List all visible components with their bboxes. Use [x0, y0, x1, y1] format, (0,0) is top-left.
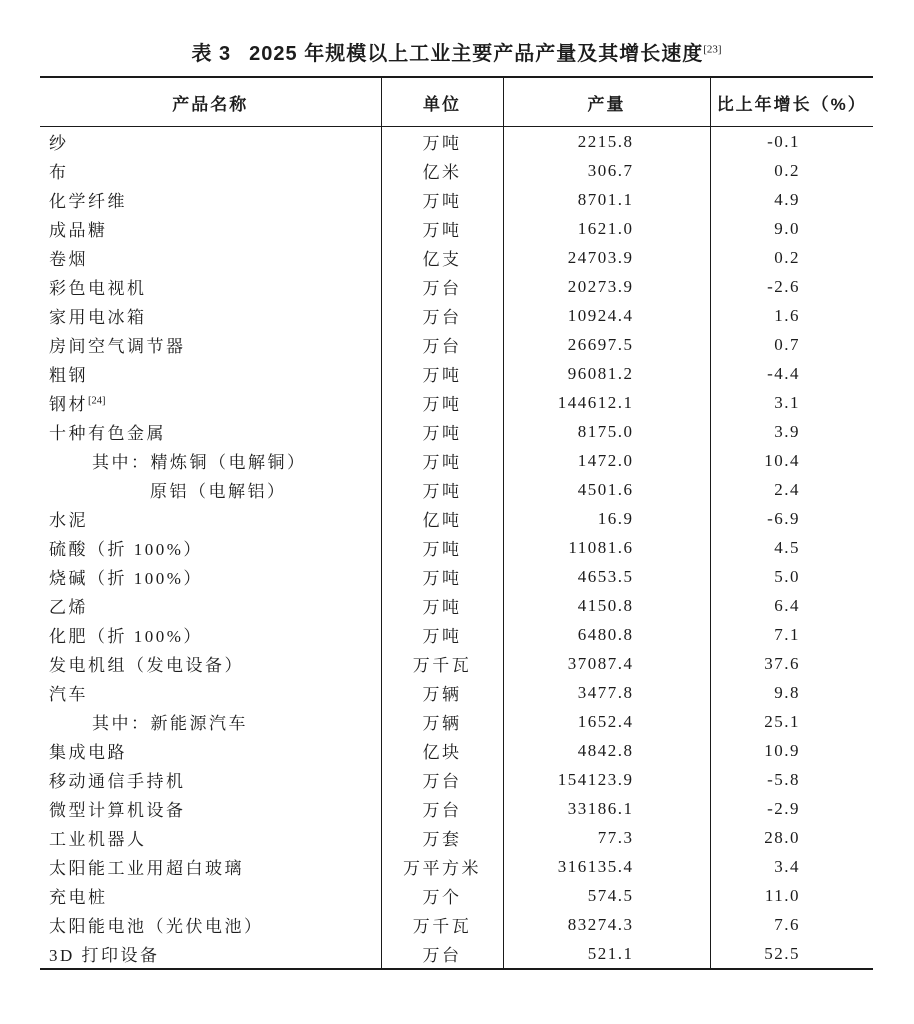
- header-output: 产量: [503, 77, 710, 127]
- product-name: 十种有色金属: [49, 424, 166, 443]
- unit-cell: 万吨: [381, 446, 503, 475]
- output-value-cell: 306.7: [503, 156, 710, 185]
- product-name-cell: [40, 185, 381, 214]
- unit-cell: 万平方米: [381, 852, 503, 881]
- table-row: [40, 156, 873, 185]
- table-row: [40, 823, 873, 852]
- unit-cell: 万台: [381, 794, 503, 823]
- table-row: [40, 678, 873, 707]
- output-value-cell: 316135.4: [503, 852, 710, 881]
- growth-value-cell: 52.5: [764, 943, 800, 963]
- product-name: 工业机器人: [49, 830, 147, 849]
- table-row: [40, 388, 873, 417]
- product-name-cell: [40, 446, 381, 475]
- output-value-cell: 1472.0: [503, 446, 710, 475]
- table-row: [40, 736, 873, 765]
- growth-value-cell: 0.7: [774, 334, 800, 354]
- product-name-cell: [40, 359, 381, 388]
- growth-value-cell: 4.5: [774, 537, 800, 557]
- product-name-cell: [40, 620, 381, 649]
- output-value-cell: 26697.5: [503, 330, 710, 359]
- output-value-cell: 8701.1: [503, 185, 710, 214]
- unit-cell: 万台: [381, 765, 503, 794]
- growth-value-cell: 7.6: [774, 914, 800, 934]
- table-title-prefix: 表 3: [191, 43, 232, 65]
- output-value-cell: 154123.9: [503, 765, 710, 794]
- output-value-cell: 96081.2: [503, 359, 710, 388]
- product-name: 太阳能工业用超白玻璃: [49, 859, 244, 878]
- product-name: 成品糖: [49, 221, 108, 240]
- product-name: 微型计算机设备: [49, 801, 186, 820]
- table-row: [40, 620, 873, 649]
- growth-value-cell: 10.9: [764, 740, 800, 760]
- growth-value-cell: 37.6: [764, 653, 800, 673]
- unit-cell: 万吨: [381, 359, 503, 388]
- unit-cell: 万吨: [381, 388, 503, 417]
- row-footnote-ref: [24]: [88, 395, 106, 407]
- unit-cell: 万辆: [381, 678, 503, 707]
- product-name-cell: [40, 823, 381, 852]
- product-name-cell: [40, 156, 381, 185]
- growth-value-cell: 3.9: [774, 421, 800, 441]
- table-row: [40, 272, 873, 301]
- table-row: [40, 446, 873, 475]
- table-title-main: 2025 年规模以上工业主要产品产量及其增长速度: [249, 43, 704, 65]
- product-name-cell: [40, 533, 381, 562]
- product-name: 集成电路: [49, 743, 127, 762]
- output-value-cell: 574.5: [503, 881, 710, 910]
- product-name: 水泥: [49, 511, 88, 530]
- unit-cell: 万台: [381, 272, 503, 301]
- growth-value-cell: 25.1: [764, 711, 800, 731]
- growth-value-cell: -4.4: [767, 363, 800, 383]
- growth-value-cell: -0.1: [767, 131, 800, 151]
- growth-value-cell: 11.0: [764, 885, 800, 905]
- table-row: [40, 417, 873, 446]
- output-value-cell: 1652.4: [503, 707, 710, 736]
- product-name-cell: [40, 765, 381, 794]
- product-name: 纱: [49, 134, 69, 153]
- product-name-cell: [40, 910, 381, 939]
- table-row: [40, 794, 873, 823]
- table-row: [40, 330, 873, 359]
- product-name-cell: [40, 127, 381, 157]
- product-name-cell: [40, 649, 381, 678]
- product-name-cell: [40, 562, 381, 591]
- growth-value-cell: 3.1: [774, 392, 800, 412]
- output-value-cell: 8175.0: [503, 417, 710, 446]
- table-row: [40, 591, 873, 620]
- growth-value-cell: 0.2: [774, 247, 800, 267]
- table-row: [40, 852, 873, 881]
- product-name: 房间空气调节器: [49, 337, 186, 356]
- product-name-cell: [40, 272, 381, 301]
- unit-cell: 万千瓦: [381, 910, 503, 939]
- product-name: 其中：新能源汽车: [92, 714, 248, 733]
- table-row: [40, 881, 873, 910]
- unit-cell: 万台: [381, 939, 503, 969]
- table-row: [40, 301, 873, 330]
- product-name: 移动通信手持机: [49, 772, 186, 791]
- table-title-footnote-ref: [23]: [703, 43, 722, 56]
- growth-value-cell: 2.4: [774, 479, 800, 499]
- table-row: [40, 939, 873, 969]
- output-value-cell: 83274.3: [503, 910, 710, 939]
- product-name: 硫酸（折 100%）: [49, 540, 203, 559]
- output-value-cell: 24703.9: [503, 243, 710, 272]
- output-value-cell: 3477.8: [503, 678, 710, 707]
- product-name-cell: [40, 591, 381, 620]
- table-row: [40, 765, 873, 794]
- unit-cell: 万吨: [381, 185, 503, 214]
- growth-value-cell: 10.4: [764, 450, 800, 470]
- unit-cell: 万吨: [381, 475, 503, 504]
- growth-value-cell: -2.6: [767, 276, 800, 296]
- unit-cell: 万个: [381, 881, 503, 910]
- product-name: 原铝（电解铝）: [150, 482, 287, 501]
- product-name: 充电桩: [49, 888, 108, 907]
- product-name: 烧碱（折 100%）: [49, 569, 203, 588]
- header-unit: 单位: [381, 77, 503, 127]
- output-value-cell: 144612.1: [503, 388, 710, 417]
- table-row: [40, 359, 873, 388]
- product-name: 汽车: [49, 685, 88, 704]
- product-name-cell: [40, 794, 381, 823]
- unit-cell: 万吨: [381, 533, 503, 562]
- unit-cell: 万台: [381, 301, 503, 330]
- product-name: 家用电冰箱: [49, 308, 147, 327]
- table-row: [40, 649, 873, 678]
- product-name-cell: [40, 388, 381, 417]
- table-row: [40, 533, 873, 562]
- unit-cell: 万辆: [381, 707, 503, 736]
- unit-cell: 万吨: [381, 417, 503, 446]
- product-name-cell: [40, 736, 381, 765]
- output-value-cell: 11081.6: [503, 533, 710, 562]
- growth-value-cell: 3.4: [774, 856, 800, 876]
- unit-cell: 万套: [381, 823, 503, 852]
- table-row: [40, 504, 873, 533]
- header-product-name: 产品名称: [40, 77, 381, 127]
- growth-value-cell: 1.6: [774, 305, 800, 325]
- product-name-cell: [40, 301, 381, 330]
- output-value-cell: 16.9: [503, 504, 710, 533]
- product-name-cell: [40, 504, 381, 533]
- product-name: 发电机组（发电设备）: [49, 656, 244, 675]
- output-value-cell: 4653.5: [503, 562, 710, 591]
- table-row: [40, 243, 873, 272]
- table-row: [40, 910, 873, 939]
- unit-cell: 亿支: [381, 243, 503, 272]
- unit-cell: 亿块: [381, 736, 503, 765]
- product-name-cell: [40, 243, 381, 272]
- output-value-cell: 1621.0: [503, 214, 710, 243]
- product-name-cell: [40, 881, 381, 910]
- output-value-cell: 10924.4: [503, 301, 710, 330]
- table-row: [40, 214, 873, 243]
- product-name: 乙烯: [49, 598, 88, 617]
- product-name: 布: [49, 163, 69, 182]
- unit-cell: 万吨: [381, 562, 503, 591]
- product-name: 太阳能电池（光伏电池）: [49, 917, 264, 936]
- table-title: [40, 42, 873, 66]
- product-name-cell: [40, 852, 381, 881]
- unit-cell: 万台: [381, 330, 503, 359]
- table-row: [40, 475, 873, 504]
- product-name-cell: [40, 939, 381, 969]
- product-name: 粗钢: [49, 366, 88, 385]
- output-value-cell: 4501.6: [503, 475, 710, 504]
- unit-cell: 万千瓦: [381, 649, 503, 678]
- product-name-cell: [40, 417, 381, 446]
- output-value-cell: 6480.8: [503, 620, 710, 649]
- growth-value-cell: -2.9: [767, 798, 800, 818]
- product-name-cell: [40, 330, 381, 359]
- growth-value-cell: 9.0: [774, 218, 800, 238]
- unit-cell: 万吨: [381, 214, 503, 243]
- product-name: 3D 打印设备: [49, 946, 160, 965]
- growth-value-cell: 7.1: [774, 624, 800, 644]
- table-row: [40, 562, 873, 591]
- unit-cell: 亿吨: [381, 504, 503, 533]
- growth-value-cell: 9.8: [774, 682, 800, 702]
- table-row: [40, 127, 873, 157]
- growth-value-cell: -5.8: [767, 769, 800, 789]
- product-name-cell: [40, 214, 381, 243]
- growth-value-cell: 6.4: [774, 595, 800, 615]
- output-value-cell: 77.3: [503, 823, 710, 852]
- output-value-cell: 37087.4: [503, 649, 710, 678]
- product-name: 卷烟: [49, 250, 88, 269]
- header-growth: 比上年增长（%）: [710, 77, 873, 127]
- growth-value-cell: 4.9: [774, 189, 800, 209]
- product-name-cell: [40, 707, 381, 736]
- product-name: 化肥（折 100%）: [49, 627, 203, 646]
- product-name-cell: [40, 475, 381, 504]
- product-name: 钢材: [49, 395, 88, 414]
- output-value-cell: 4150.8: [503, 591, 710, 620]
- table-row: [40, 185, 873, 214]
- unit-cell: 万吨: [381, 620, 503, 649]
- growth-value-cell: 0.2: [774, 160, 800, 180]
- unit-cell: 万吨: [381, 127, 503, 157]
- product-name: 化学纤维: [49, 192, 127, 211]
- product-name: 其中：精炼铜（电解铜）: [92, 453, 307, 472]
- product-name: 彩色电视机: [49, 279, 147, 298]
- unit-cell: 万吨: [381, 591, 503, 620]
- table-body: [40, 127, 873, 970]
- output-value-cell: 33186.1: [503, 794, 710, 823]
- table-row: [40, 707, 873, 736]
- growth-value-cell: 28.0: [764, 827, 800, 847]
- growth-value-cell: -6.9: [767, 508, 800, 528]
- output-value-cell: 2215.8: [503, 127, 710, 157]
- header-row: [40, 77, 873, 127]
- growth-value-cell: 5.0: [774, 566, 800, 586]
- output-value-cell: 4842.8: [503, 736, 710, 765]
- industrial-output-table: [40, 76, 873, 970]
- output-value-cell: 20273.9: [503, 272, 710, 301]
- product-name-cell: [40, 678, 381, 707]
- unit-cell: 亿米: [381, 156, 503, 185]
- output-value-cell: 521.1: [503, 939, 710, 969]
